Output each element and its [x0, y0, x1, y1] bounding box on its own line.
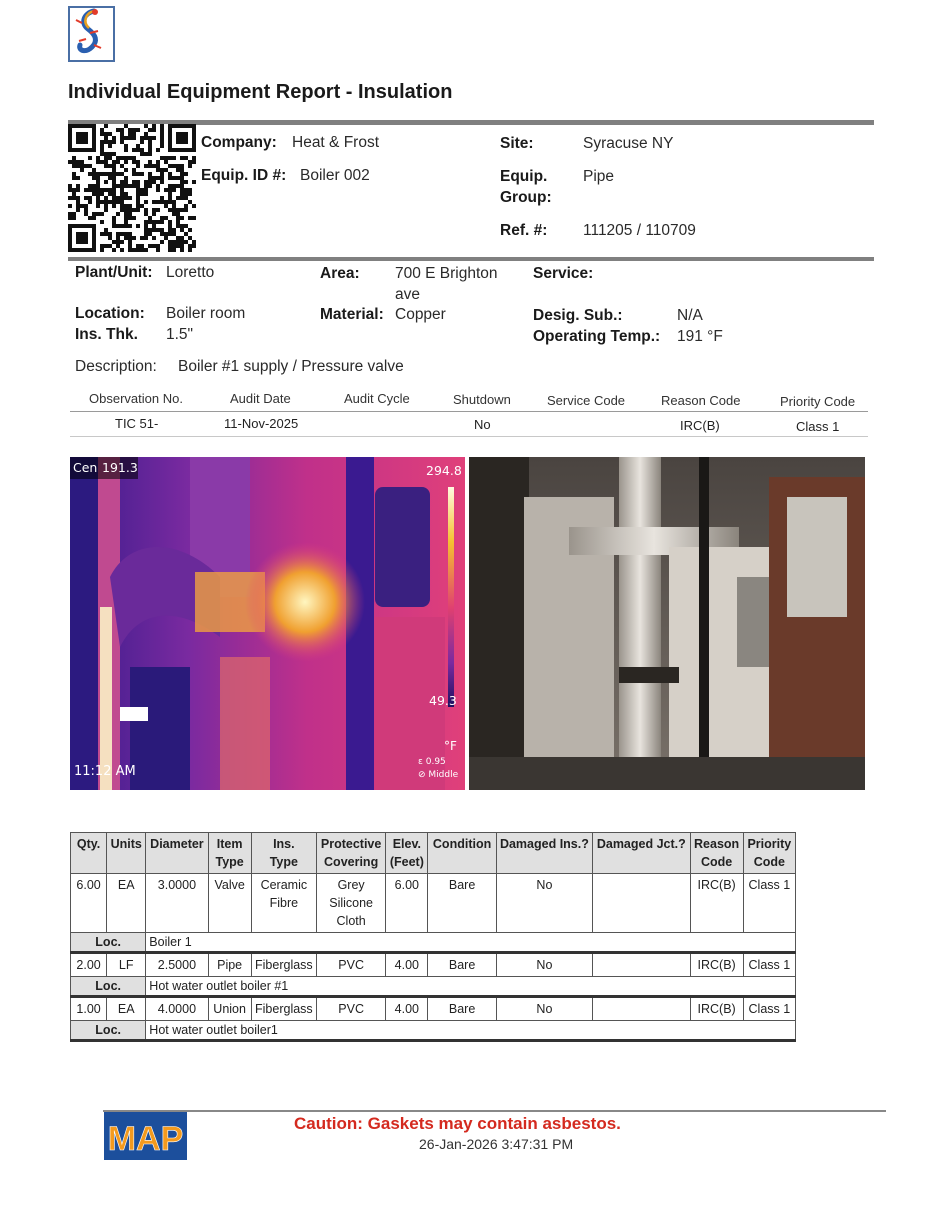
obs-head-audit-cycle: Audit Cycle	[344, 391, 410, 406]
obs-head-shutdown: Shutdown	[453, 392, 511, 407]
map-logo	[104, 1112, 187, 1160]
location-label: Location:	[75, 305, 145, 322]
th-protective-covering: Protective Covering	[316, 833, 385, 874]
cell-reason-code: IRC(B)	[690, 997, 743, 1021]
cell-ins-type: Ceramic Fibre	[251, 874, 316, 933]
cell-protective-covering: Grey Silicone Cloth	[316, 874, 385, 933]
equip-group-label: Equip.	[500, 168, 548, 185]
cell-qty: 1.00	[71, 997, 107, 1021]
table-loc-row	[71, 1021, 796, 1041]
report-title: Individual Equipment Report - Insulation	[68, 81, 453, 103]
th-elev: Elev. (Feet)	[386, 833, 428, 874]
cell-damaged-jct	[593, 997, 690, 1021]
cell-item-type: Pipe	[208, 953, 251, 977]
loc-value: Hot water outlet boiler #1	[146, 977, 796, 997]
th-qty: Qty.	[71, 833, 107, 874]
svg-text:MAP: MAP	[107, 1120, 184, 1158]
obs-head-audit-date: Audit Date	[230, 391, 291, 406]
loc-label: Loc.	[71, 977, 146, 997]
th-reason-code: Reason Code	[690, 833, 743, 874]
visual-photo	[469, 457, 865, 790]
cell-damaged-jct	[593, 953, 690, 977]
obs-val-reason-code: IRC(B)	[680, 418, 720, 433]
site-label: Site:	[500, 135, 534, 152]
thermal-max-value: 294.8	[426, 463, 462, 478]
th-ins-type: Ins. Type	[251, 833, 316, 874]
cell-units: EA	[107, 997, 146, 1021]
area-value: 700 E Brighton	[395, 265, 498, 282]
obs-head-observation: Observation No.	[89, 391, 183, 406]
th-damaged-ins: Damaged Ins.?	[496, 833, 592, 874]
obs-val-priority-code: Class 1	[796, 419, 840, 434]
header-bottom-rule	[68, 257, 874, 261]
company-label: Company:	[201, 134, 277, 151]
cell-damaged-ins: No	[496, 874, 592, 933]
cell-item-type: Valve	[208, 874, 251, 933]
cell-priority-code: Class 1	[743, 953, 795, 977]
location-value: Boiler room	[166, 305, 246, 322]
cell-reason-code: IRC(B)	[690, 874, 743, 933]
cell-damaged-ins: No	[496, 997, 592, 1021]
caution-notice: Caution: Gaskets may contain asbestos.	[294, 1114, 621, 1133]
table-header-row	[71, 833, 796, 874]
table-row	[71, 953, 796, 977]
ins-thk-value: 1.5"	[166, 326, 194, 343]
thermal-center-label: Cen	[73, 460, 98, 475]
obs-rule	[70, 411, 868, 412]
equipment-table	[70, 832, 796, 1042]
material-value: Copper	[395, 306, 446, 323]
loc-label: Loc.	[71, 933, 146, 953]
area-label: Area:	[320, 265, 360, 282]
cell-ins-type: Fiberglass	[251, 953, 316, 977]
obs-val-shutdown: No	[474, 417, 491, 432]
material-label: Material:	[320, 306, 384, 323]
site-value: Syracuse NY	[583, 135, 674, 152]
desig-value: N/A	[677, 307, 703, 324]
loc-label: Loc.	[71, 1021, 146, 1041]
cell-condition: Bare	[428, 874, 496, 933]
thermal-center-value: 191.3	[102, 460, 138, 475]
optemp-value: 191 °F	[677, 328, 723, 345]
equip-group-label-line2: Group:	[500, 189, 552, 206]
description-label: Description:	[75, 358, 157, 375]
thermal-mode: ⊘ Middle	[418, 770, 459, 780]
cell-damaged-ins: No	[496, 953, 592, 977]
cell-diameter: 4.0000	[146, 997, 208, 1021]
obs-bottom-rule	[70, 436, 868, 437]
footer-rule	[103, 1110, 886, 1112]
cell-elev: 6.00	[386, 874, 428, 933]
table-loc-row	[71, 933, 796, 953]
equip-id-label: Equip. ID #:	[201, 167, 287, 184]
thermal-time: 11:12 AM	[74, 764, 136, 779]
obs-head-reason-code: Reason Code	[661, 393, 741, 408]
cell-damaged-jct	[593, 874, 690, 933]
th-priority-code: Priority Code	[743, 833, 795, 874]
th-diameter: Diameter	[146, 833, 208, 874]
cell-item-type: Union	[208, 997, 251, 1021]
area-value-line2: ave	[395, 286, 420, 303]
equip-group-value: Pipe	[583, 168, 615, 185]
ins-thk-label: Ins. Thk.	[75, 326, 138, 343]
cell-diameter: 3.0000	[146, 874, 208, 933]
table-loc-row	[71, 977, 796, 997]
cell-priority-code: Class 1	[743, 997, 795, 1021]
desig-label: Desig. Sub.:	[533, 307, 623, 324]
thermal-image	[70, 457, 465, 790]
obs-val-observation: TIC 51-	[115, 416, 159, 431]
cell-qty: 2.00	[71, 953, 107, 977]
cell-qty: 6.00	[71, 874, 107, 933]
qr-code	[68, 124, 196, 252]
cell-protective-covering: PVC	[316, 953, 385, 977]
cell-units: EA	[107, 874, 146, 933]
ref-value: 111205 / 110709	[583, 222, 696, 239]
cell-condition: Bare	[428, 997, 496, 1021]
obs-val-audit-date: 11-Nov-2025	[224, 416, 299, 431]
plant-value: Loretto	[166, 264, 215, 281]
thermal-unit: °F	[444, 739, 457, 753]
company-logo	[68, 5, 116, 63]
cell-priority-code: Class 1	[743, 874, 795, 933]
thermal-min-value: 49.3	[429, 693, 457, 708]
plant-label: Plant/Unit:	[75, 264, 153, 281]
cell-protective-covering: PVC	[316, 997, 385, 1021]
cell-elev: 4.00	[386, 953, 428, 977]
equip-id-value: Boiler 002	[300, 167, 370, 184]
cell-diameter: 2.5000	[146, 953, 208, 977]
service-label: Service:	[533, 265, 594, 282]
thermal-emissivity: ε 0.95	[418, 757, 446, 767]
th-item-type: Item Type	[208, 833, 251, 874]
loc-value: Hot water outlet boiler1	[146, 1021, 796, 1041]
th-units: Units	[107, 833, 146, 874]
cell-units: LF	[107, 953, 146, 977]
cell-reason-code: IRC(B)	[690, 953, 743, 977]
table-row	[71, 997, 796, 1021]
obs-head-priority-code: Priority Code	[780, 394, 856, 409]
cell-condition: Bare	[428, 953, 496, 977]
th-condition: Condition	[428, 833, 496, 874]
cell-ins-type: Fiberglass	[251, 997, 316, 1021]
description-value: Boiler #1 supply / Pressure valve	[178, 358, 404, 375]
ref-label: Ref. #:	[500, 222, 548, 239]
cell-elev: 4.00	[386, 997, 428, 1021]
optemp-label: Operating Temp.:	[533, 328, 661, 345]
obs-head-service-code: Service Code	[547, 393, 626, 408]
th-damaged-jct: Damaged Jct.?	[593, 833, 690, 874]
loc-value: Boiler 1	[146, 933, 796, 953]
print-timestamp: 26-Jan-2026 3:47:31 PM	[419, 1136, 574, 1152]
company-value: Heat & Frost	[292, 134, 379, 151]
table-row	[71, 874, 796, 933]
